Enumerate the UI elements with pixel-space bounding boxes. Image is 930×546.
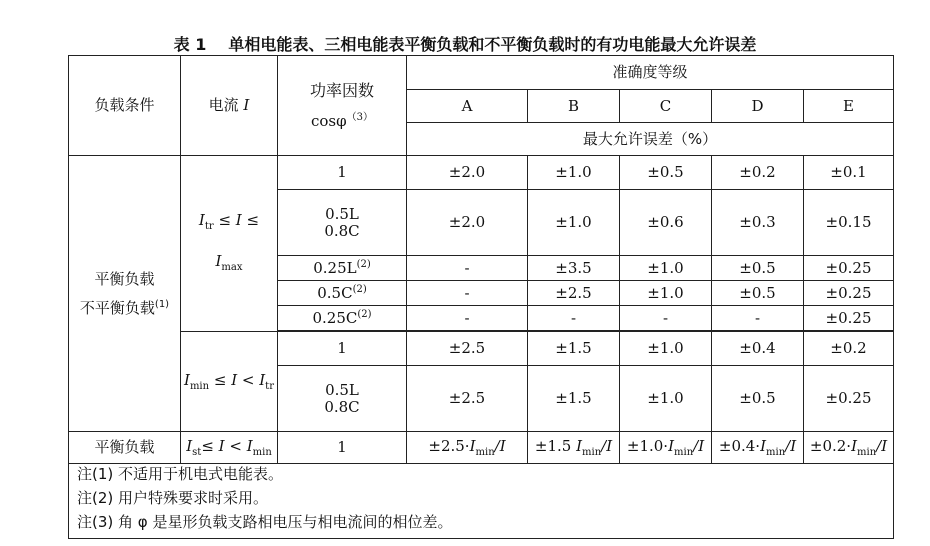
- value-cell: ±2.5: [407, 366, 528, 432]
- pf-cell: 1: [278, 432, 407, 464]
- value-cell: $\pm 1.0\cdot I_{min}/I$: [620, 432, 712, 464]
- grade-c: C: [620, 90, 712, 123]
- grade-a: A: [407, 90, 528, 123]
- grade-b: B: [528, 90, 620, 123]
- value-cell: ±0.25: [804, 306, 894, 331]
- value-cell: ±0.2: [712, 156, 804, 190]
- note-3: 注(3) 角 φ 是星形负载支路相电压与相电流间的相位差。: [77, 513, 453, 531]
- table-title: 单相电能表、三相电能表平衡负载和不平衡负载时的有功电能最大允许误差: [228, 35, 757, 54]
- value-cell: ±0.5: [712, 281, 804, 306]
- header-max-error: 最大允许误差（%）: [407, 123, 894, 156]
- value-cell: $\pm 2.5\cdot I_{min}/I$: [407, 432, 528, 464]
- value-cell: ±1.0: [528, 190, 620, 256]
- load-balanced-unbalanced: 平衡负载 不平衡负载$^{(1)}$: [69, 156, 181, 432]
- pf-cell: 0.5L 0.8C: [278, 190, 407, 256]
- value-cell: ±1.0: [620, 281, 712, 306]
- value-cell: ±1.5: [528, 366, 620, 432]
- header-power-factor: 功率因数 cosφ$^{(3)}$: [278, 56, 407, 156]
- value-cell: ±0.4: [712, 332, 804, 366]
- value-cell: ±3.5: [528, 256, 620, 281]
- value-cell: ±2.0: [407, 190, 528, 256]
- value-cell: ±1.0: [620, 256, 712, 281]
- value-cell: -: [712, 306, 804, 331]
- header-accuracy-grade: 准确度等级: [407, 56, 894, 90]
- value-cell: ±0.15: [804, 190, 894, 256]
- pf-cell: 1: [278, 332, 407, 366]
- value-cell: ±0.5: [712, 366, 804, 432]
- value-cell: ±1.0: [528, 156, 620, 190]
- error-table: [68, 55, 894, 539]
- current-range-st-min: $I_{st}\le I < I_{min}$: [181, 432, 278, 464]
- value-cell: -: [620, 306, 712, 331]
- header-current: 电流 I: [181, 56, 278, 156]
- grade-e: E: [804, 90, 894, 123]
- value-cell: ±0.3: [712, 190, 804, 256]
- value-cell: ±2.0: [407, 156, 528, 190]
- pf-cell: 0.5L 0.8C: [278, 366, 407, 432]
- value-cell: ±0.25: [804, 256, 894, 281]
- value-cell: ±1.5 $I_{min}/I$: [528, 432, 620, 464]
- value-cell: ±0.25: [804, 281, 894, 306]
- value-cell: ±0.5: [620, 156, 712, 190]
- value-cell: $\pm 0.4\cdot I_{min}/I$: [712, 432, 804, 464]
- note-2: 注(2) 用户特殊要求时采用。: [77, 489, 269, 507]
- load-balanced: 平衡负载: [69, 432, 181, 464]
- note-1: 注(1) 不适用于机电式电能表。: [77, 465, 284, 483]
- pf-cell: $0.5C^{(2)}$: [278, 281, 407, 306]
- value-cell: ±2.5: [407, 332, 528, 366]
- value-cell: ±0.1: [804, 156, 894, 190]
- header-load-condition: 负载条件: [69, 56, 181, 156]
- value-cell: -: [407, 281, 528, 306]
- value-cell: ±1.0: [620, 332, 712, 366]
- value-cell: ±0.25: [804, 366, 894, 432]
- value-cell: ±2.5: [528, 281, 620, 306]
- value-cell: ±1.5: [528, 332, 620, 366]
- pf-cell: 1: [278, 156, 407, 190]
- table-number: 表 1: [173, 35, 207, 54]
- pf-cell: $0.25L^{(2)}$: [278, 256, 407, 281]
- current-range-tr-max: $I_{tr} \le I$ ≤ $I_{max}$: [181, 156, 278, 332]
- grade-d: D: [712, 90, 804, 123]
- value-cell: -: [407, 306, 528, 331]
- value-cell: ±0.6: [620, 190, 712, 256]
- current-range-min-tr: $I_{min} \le I < I_{tr}$: [181, 332, 278, 432]
- table-caption: [0, 32, 930, 55]
- value-cell: -: [407, 256, 528, 281]
- value-cell: ±1.0: [620, 366, 712, 432]
- value-cell: -: [528, 306, 620, 331]
- table-notes: [69, 464, 894, 539]
- pf-cell: $0.25C^{(2)}$: [278, 306, 407, 331]
- value-cell: ±0.5: [712, 256, 804, 281]
- value-cell: ±0.2: [804, 332, 894, 366]
- value-cell: $\pm 0.2\cdot I_{min}/I$: [804, 432, 894, 464]
